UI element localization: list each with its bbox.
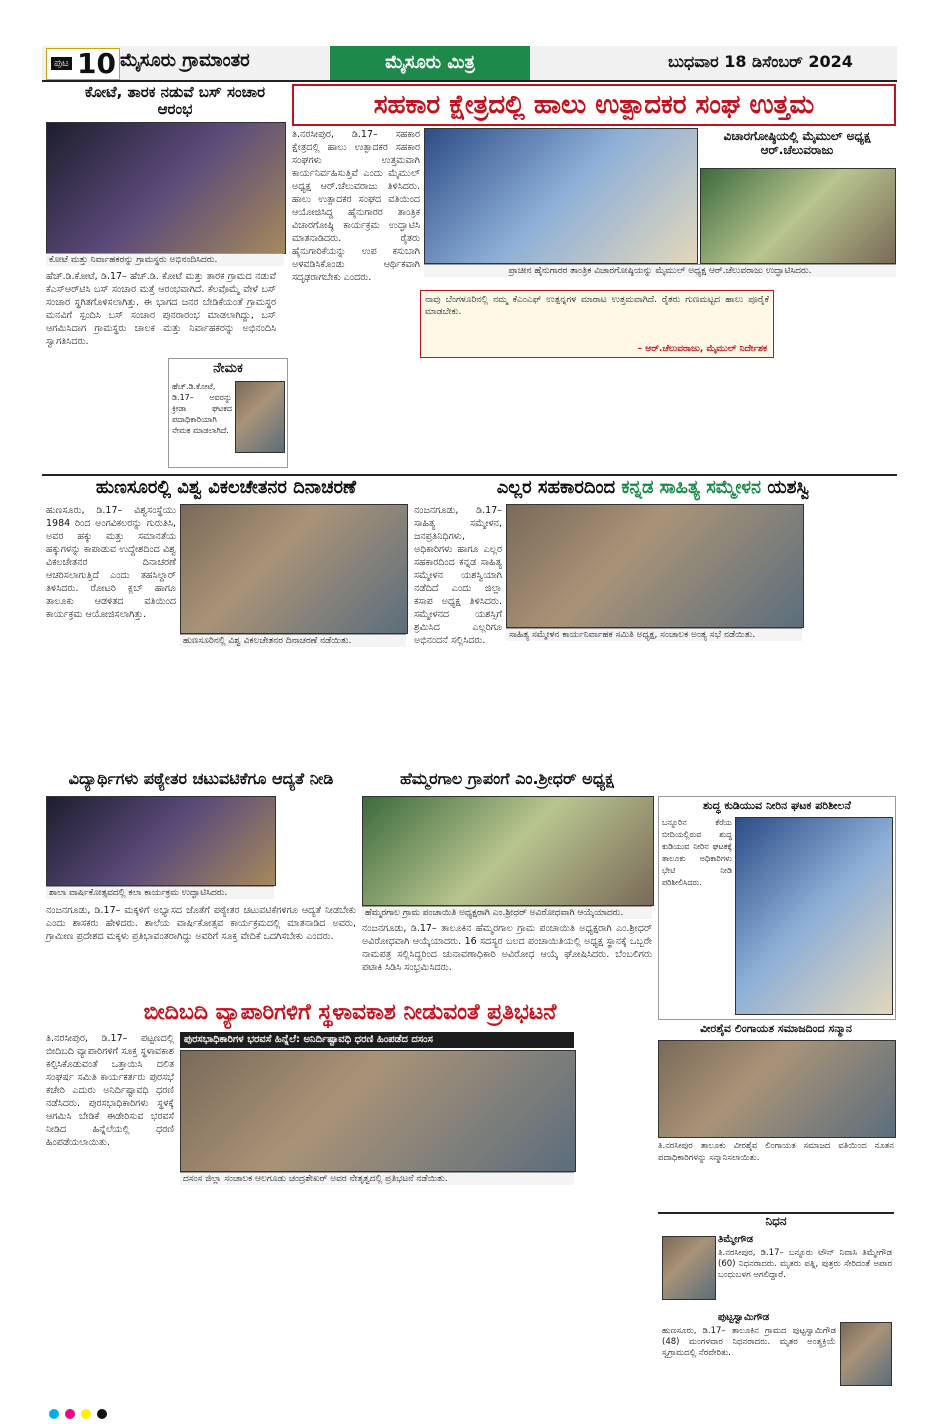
milk-quote-box <box>420 290 774 358</box>
sahitya-headline-a: ಎಲ್ಲರ ಸಹಕಾರದಿಂದ <box>496 477 616 498</box>
masthead: ಮೈಸೂರು ಮಿತ್ರ <box>330 46 530 80</box>
section-title: ಮೈಸೂರು ಗ್ರಾಮಾಂತರ <box>120 50 250 71</box>
milk-quote: ನಾವು ಬೆಂಗಳೂರಿನಲ್ಲಿ ನಮ್ಮ ಕೆಎಂಎಫ್ ಉತ್ಪನ್ನಗಳ ಮಾರಾಟ ಉತ್ತಮವಾಗಿದೆ. ರೈತರು ಗುಣಮಟ್ಟದ ಹಾಲು ಪೂರೈಕೆ ಮಾಡಬೇಕು. <box>425 295 769 317</box>
page-number: 10 <box>77 47 116 80</box>
nemaka-box <box>168 358 288 468</box>
sahitya-caption: ಸಾಹಿತ್ಯ ಸಮ್ಮೇಳನ ಕಾರ್ಯನಿರ್ವಾಹಕ ಸಮಿತಿ ಅಧ್ಯಕ್ಷ, ಸಂಚಾಲಕ ಅಂತ್ಯ ಸಭೆ ನಡೆಯಿತು. <box>506 628 802 641</box>
protest-body-right <box>578 1032 654 1382</box>
milk-subhead: ವಿಚಾರಗೋಷ್ಠಿಯಲ್ಲಿ ಮೈಮುಲ್ ಅಧ್ಯಕ್ಷ ಆರ್.ಚೆಲುವರಾಜು <box>723 129 871 157</box>
students-photo <box>46 796 276 886</box>
nemaka-title: ನೇಮಕ <box>213 361 243 376</box>
obituary-body-1: ತಿ.ನರಸೀಪುರ, ಡಿ.17– ಬನ್ನೂರು ಟೌನ್ ನಿವಾಸಿ ತಿಮ್ಮೇಗೌಡ (60) ನಿಧನರಾದರು. ಮೃತರು ಪತ್ನಿ, ಪುತ್ರರು ಸೇರಿದಂತೆ ಅಪಾರ ಬಂಧುಬಳಗ ಅಗಲಿದ್ದಾರೆ. <box>718 1248 892 1280</box>
water-body: ಬನ್ನೂರಿನ ಕೆರೆಯ ಬೀದಿಯಲ್ಲಿರುವ ಶುದ್ಧ ಕುಡಿಯುವ ನೀರಿನ ಘಟಕಕ್ಕೆ ತಾಲೂಕು ಅಧಿಕಾರಿಗಳು ಭೇಟಿ ನೀಡಿ ಪರಿಶೀಲಿಸಿದರು. <box>662 818 732 887</box>
obituary-portrait-2 <box>840 1322 892 1386</box>
bus-caption: ಕೋಟೆ ಮತ್ತು ನಿರ್ವಾಹಕರನ್ನು ಗ್ರಾಮಸ್ಥರು ಅಭಿನಂದಿಸಿದರು. <box>46 253 284 266</box>
water-title: ಶುದ್ಧ ಕುಡಿಯುವ ನೀರಿನ ಘಟಕ ಪರಿಶೀಲನೆ <box>703 799 851 812</box>
print-marks <box>46 1404 110 1423</box>
separator <box>42 474 897 476</box>
bus-headline: ಕೋಟೆ, ತಾರಕ ನಡುವೆ ಬಸ್ ಸಂಚಾರ ಆರಂಭ <box>84 83 266 119</box>
nemaka-portrait <box>235 381 285 453</box>
milk-body-cont <box>292 282 420 482</box>
water-photo <box>735 817 893 1015</box>
veerashaiva-caption: ತಿ.ನರಸೀಪುರ ತಾಲೂಕು ವೀರಶೈವ ಲಿಂಗಾಯತ ಸಮಾಜದ ವತಿಯಿಂದ ನೂತನ ಪದಾಧಿಕಾರಿಗಳನ್ನು ಸನ್ಮಾನಿಸಲಾಯಿತು. <box>658 1141 894 1163</box>
disabled-headline: ಹುಣಸೂರಲ್ಲಿ ವಿಶ್ವ ವಿಕಲಚೇತನರ ದಿನಾಚರಣೆ <box>95 477 357 498</box>
veerashaiva-title: ವೀರಶೈವ ಲಿಂಗಾಯತ ಸಮಾಜದಿಂದ ಸನ್ಮಾನ <box>700 1022 852 1035</box>
protest-caption: ದಸಂಸ ಜಿಲ್ಲಾ ಸಂಚಾಲಕ ಆಲಗೂಡು ಚಂದ್ರಶೇಖರ್ ಅವರ ನೇತೃತ್ವದಲ್ಲಿ ಪ್ರತಿಭಟನೆ ನಡೆಯಿತು. <box>180 1172 574 1185</box>
sahitya-body: ನಂಜನಗೂಡು, ಡಿ.17– ಸಾಹಿತ್ಯ ಸಮ್ಮೇಳನ, ಜನಪ್ರತಿನಿಧಿಗಳು, ಅಧಿಕಾರಿಗಳು ಹಾಗೂ ಎಲ್ಲರ ಸಹಕಾರದಿಂದ ಕನ್ನಡ ಸಾಹಿತ್ಯ ಸಮ್ಮೇಳನ ಯಶಸ್ವಿಯಾಗಿ ನಡೆದಿದೆ ಎಂದು ಜಿಲ್ಲಾ ಕಸಾಪ ಅಧ್ಯಕ್ಷ ತಿಳಿಸಿದರು. ಸಮ್ಮೇಳನದ ಯಶಸ್ಸಿಗೆ ಶ್ರಮಿಸಿದ ಎಲ್ಲರಿಗೂ ಅಭಿನಂದನೆ ಸಲ್ಲಿಸಿದರು. <box>414 505 502 646</box>
students-headline: ವಿದ್ಯಾರ್ಥಿಗಳು ಪಠ್ಯೇತರ ಚಟುವಟಿಕೆಗೂ ಆದ್ಯತೆ ನೀಡಿ <box>68 769 334 788</box>
sahitya-body-right <box>806 504 894 654</box>
hemmaragala-body: ನಂಜನಗೂಡು, ಡಿ.17– ತಾಲೂಕಿನ ಹೆಮ್ಮರಗಾಲ ಗ್ರಾಮ ಪಂಚಾಯಿತಿ ಅಧ್ಯಕ್ಷರಾಗಿ ಎಂ.ಶ್ರೀಧರ್ ಅವಿರೋಧವಾಗಿ ಆಯ್ಕೆಯಾದರು. 16 ಸದಸ್ಯರ ಬಲದ ಪಂಚಾಯಿತಿಯಲ್ಲಿ ಅಧ್ಯಕ್ಷ ಸ್ಥಾನಕ್ಕೆ ಒಬ್ಬರೇ ನಾಮಪತ್ರ ಸಲ್ಲಿಸಿದ್ದರಿಂದ ಚುನಾವಣಾಧಿಕಾರಿ ಅವಿರೋಧ ಆಯ್ಕೆ ಘೋಷಿಸಿದರು. ಬೆಂಬಲಿಗರು ಪಟಾಕಿ ಸಿಡಿಸಿ ಸಂಭ್ರಮಿಸಿದರು. <box>362 923 652 973</box>
milk-photo-crowd <box>700 168 896 264</box>
water-box <box>658 796 896 1020</box>
hemmaragala-photo <box>362 796 654 906</box>
veerashaiva-photo <box>658 1040 896 1138</box>
protest-body: ತಿ.ನರಸೀಪುರ, ಡಿ.17– ಪಟ್ಟಣದಲ್ಲಿ ಬೀದಿಬದಿ ವ್ಯಾಪಾರಿಗಳಿಗೆ ಸೂಕ್ತ ಸ್ಥಳಾವಕಾಶ ಕಲ್ಪಿಸಿಕೊಡುವಂತೆ ಒತ್ತಾಯಿಸಿ ದಲಿತ ಸಂಘರ್ಷ ಸಮಿತಿ ಕಾರ್ಯಕರ್ತರು ಪುರಸಭೆ ಕಚೇರಿ ಎದುರು ಅನಿರ್ದಿಷ್ಟಾವಧಿ ಧರಣಿ ನಡೆಸಿದರು. ಪುರಸಭಾಧಿಕಾರಿಗಳು ಸ್ಥಳಕ್ಕೆ ಆಗಮಿಸಿ ಬೇಡಿಕೆ ಈಡೇರಿಸುವ ಭರವಸೆ ನೀಡಿದ ಹಿನ್ನೆಲೆಯಲ್ಲಿ ಧರಣಿ ಹಿಂಪಡೆಯಲಾಯಿತು. <box>46 1033 174 1148</box>
milk-photo-main <box>424 128 698 264</box>
hemmaragala-caption: ಹೆಮ್ಮರಗಾಲ ಗ್ರಾಮ ಪಂಚಾಯಿತಿ ಅಧ್ಯಕ್ಷರಾಗಿ ಎಂ.ಶ್ರೀಧರ್ ಅವಿರೋಧವಾಗಿ ಆಯ್ಕೆಯಾದರು. <box>362 906 652 919</box>
page-label: ಪುಟ <box>51 57 72 70</box>
sahitya-headline-b: ಕನ್ನಡ ಸಾಹಿತ್ಯ ಸಮ್ಮೇಳನ <box>621 477 762 498</box>
obituary-portrait-1 <box>662 1236 716 1300</box>
milk-body: ತಿ.ನರಸೀಪುರ, ಡಿ.17– ಸಹಕಾರ ಕ್ಷೇತ್ರದಲ್ಲಿ ಹಾಲು ಉತ್ಪಾದಕರ ಸಹಕಾರ ಸಂಘಗಳು ಉತ್ತಮವಾಗಿ ಕಾರ್ಯನಿರ್ವಹಿಸುತ್ತಿವೆ ಎಂದು ಮೈಮುಲ್ ಅಧ್ಯಕ್ಷ ಆರ್.ಚೆಲುವರಾಜು ತಿಳಿಸಿದರು. ಹಾಲು ಉತ್ಪಾದಕರ ಸಂಘದ ವತಿಯಿಂದ ಆಯೋಜಿಸಿದ್ದ ಹೈನುಗಾರರ ತಾಂತ್ರಿಕ ವಿಚಾರಗೋಷ್ಠಿ ಕಾರ್ಯಕ್ರಮ ಉದ್ಘಾಟಿಸಿ ಮಾತನಾಡಿದರು. ರೈತರು ಹೈನುಗಾರಿಕೆಯನ್ನು ಉಪ ಕಸುಬಾಗಿ ಅಳವಡಿಸಿಕೊಂಡು ಆರ್ಥಿಕವಾಗಿ ಸದೃಢರಾಗಬೇಕು ಎಂದರು. <box>292 129 420 283</box>
protest-headline: ಬೀದಿಬದಿ ವ್ಯಾಪಾರಿಗಳಿಗೆ ಸ್ಥಳಾವಕಾಶ ನೀಡುವಂತೆ ಪ್ರತಿಭಟನೆ <box>143 1000 557 1025</box>
protest-subhead: ಪುರಸಭಾಧಿಕಾರಿಗಳ ಭರವಸೆ ಹಿನ್ನೆಲೆ: ಅನಿರ್ದಿಷ್ಟಾವಧಿ ಧರಣಿ ಹಿಂಪಡೆದ ದಸಂಸ <box>180 1032 574 1048</box>
nemaka-body: ಹೆಚ್.ಡಿ.ಕೋಟೆ, ಡಿ.17– ಅವರನ್ನು ಕ್ರೀಡಾ ಘಟಕದ ಪದಾಧಿಕಾರಿಯಾಗಿ ನೇಮಕ ಮಾಡಲಾಗಿದೆ. <box>172 382 232 435</box>
sahitya-headline-c: ಯಶಸ್ವಿ <box>767 477 810 498</box>
disabled-body-cont <box>180 650 406 748</box>
students-caption: ಶಾಲಾ ವಾರ್ಷಿಕೋತ್ಸವದಲ್ಲಿ ಕಲಾ ಕಾರ್ಯಕ್ರಮ ಉದ್ಘಾಟಿಸಿದರು. <box>46 886 274 899</box>
protest-photo <box>180 1050 576 1172</box>
obituary-name-1: ತಿಮ್ಮೇಗೌಡ <box>718 1234 753 1245</box>
bus-body-cont <box>46 384 151 464</box>
sahitya-body-cols <box>414 660 894 764</box>
veerashaiva-box <box>658 1022 894 1208</box>
sahitya-photo <box>506 504 804 628</box>
milk-quote-author: – ಆರ್.ಚೆಲುವರಾಜು, ಮೈಮುಲ್ ನಿರ್ದೇಶಕ <box>637 344 767 354</box>
bus-body: ಹೆಚ್.ಡಿ.ಕೋಟೆ, ಡಿ.17– ಹೆಚ್.ಡಿ. ಕೋಟೆ ಮತ್ತು ತಾರಕ ಗ್ರಾಮದ ನಡುವೆ ಕೆಎಸ್‌ಆರ್‌ಟಿಸಿ ಬಸ್ ಸಂಚಾರ ಮತ್ತೆ ಆರಂಭವಾಗಿದೆ. ಕೆಲವೊಮ್ಮೆ ವೇಳೆ ಬಸ್ ಸಂಚಾರ ಸ್ಥಗಿತಗೊಳಿಸಲಾಗಿತ್ತು. ಈ ಭಾಗದ ಜನರ ಬೇಡಿಕೆಯಂತೆ ಗ್ರಾಮಸ್ಥರ ಮನವಿಗೆ ಸ್ಪಂದಿಸಿ ಬಸ್ ಸಂಚಾರ ಪುನರಾರಂಭ ಮಾಡಲಾಗಿದ್ದು, ಬಸ್ ಆಗಮಿಸಿದಾಗ ಗ್ರಾಮಸ್ಥರು ಚಾಲಕ ಮತ್ತು ನಿರ್ವಾಹಕರನ್ನು ಅಭಿನಂದಿಸಿ ಸ್ವಾಗತಿಸಿದರು. <box>46 271 276 347</box>
obituary-body-2: ಹುಣಸೂರು, ಡಿ.17– ತಾಲೂಕಿನ ಗ್ರಾಮದ ಪುಟ್ಟಸ್ವಾಮಿಗೌಡ (48) ಮಂಗಳವಾರ ನಿಧನರಾದರು. ಮೃತರ ಅಂತ್ಯಕ್ರಿಯೆ ಸ್ವಗ್ರಾಮದಲ್ಲಿ ನೆರವೇರಿತು. <box>662 1326 836 1358</box>
protest-body-cols <box>180 1190 574 1380</box>
milk-caption: ಪ್ರಾಚೀನ ಹೈನುಗಾರರ ತಾಂತ್ರಿಕ ವಿಚಾರಗೋಷ್ಠಿಯನ್ನು ಮೈಮುಲ್ ಅಧ್ಯಕ್ಷ ಆರ್.ಚೆಲುವರಾಜು ಉದ್ಘಾಟಿಸಿದರು. <box>424 264 896 277</box>
disabled-caption: ಹುಣಸೂರಿನಲ್ಲಿ ವಿಶ್ವ ವಿಕಲಚೇತನರ ದಿನಾಚರಣೆ ನಡೆಯಿತು. <box>180 634 406 647</box>
disabled-body: ಹುಣಸೂರು, ಡಿ.17– ವಿಶ್ವಸಂಸ್ಥೆಯು 1984 ರಿಂದ ಅಂಗವಿಕಲರನ್ನು ಗುರುತಿಸಿ, ಅವರ ಹಕ್ಕು ಮತ್ತು ಸಮಾನತೆಯ ಹಕ್ಕುಗಳನ್ನು ಕಾಪಾಡುವ ಉದ್ದೇಶದಿಂದ ವಿಶ್ವ ವಿಕಲಚೇತನರ ದಿನಾಚರಣೆ ಆಚರಿಸಲಾಗುತ್ತಿದೆ ಎಂದು ತಹಸಿಲ್ದಾರ್ ತಿಳಿಸಿದರು. ರೋಟರಿ ಕ್ಲಬ್ ಹಾಗೂ ತಾಲೂಕು ಆಡಳಿತದ ವತಿಯಿಂದ ಕಾರ್ಯಕ್ರಮ ಆಯೋಜಿಸಲಾಗಿತ್ತು. <box>46 505 176 620</box>
milk-body-cols <box>420 360 772 470</box>
students-body-side <box>278 796 356 896</box>
page-number-badge <box>46 48 120 80</box>
milk-headline: ಸಹಕಾರ ಕ್ಷೇತ್ರದಲ್ಲಿ ಹಾಲು ಉತ್ಪಾದಕರ ಸಂಘ ಉತ್ತಮ <box>292 84 896 126</box>
students-body: ನಂಜನಗೂಡು, ಡಿ.17– ಮಕ್ಕಳಿಗೆ ಅಭ್ಯಾಸದ ಜೊತೆಗೆ ಪಠ್ಯೇತರ ಚಟುವಟಿಕೆಗಳಿಗೂ ಆದ್ಯತೆ ನೀಡಬೇಕು ಎಂದು ಶಾಸಕರು ಹೇಳಿದರು. ಶಾಲೆಯ ವಾರ್ಷಿಕೋತ್ಸವ ಕಾರ್ಯಕ್ರಮದಲ್ಲಿ ಮಾತನಾಡಿದ ಅವರು, ಗ್ರಾಮೀಣ ಪ್ರದೇಶದ ಮಕ್ಕಳು ಪ್ರತಿಭಾವಂತರಾಗಿದ್ದು ಅವರಿಗೆ ಸೂಕ್ತ ವೇದಿಕೆ ಒದಗಿಸಬೇಕು ಎಂದರು. <box>46 905 356 942</box>
obituary-title: ನಿಧನ <box>765 1214 787 1228</box>
obituary-box <box>658 1212 894 1390</box>
hemmaragala-headline: ಹೆಮ್ಮರಗಾಲ ಗ್ರಾಪಂಗೆ ಎಂ.ಶ್ರೀಧರ್ ಅಧ್ಯಕ್ಷ <box>400 769 614 788</box>
disabled-photo <box>180 504 408 634</box>
bus-photo <box>46 122 286 254</box>
sahitya-headline <box>414 478 892 499</box>
milk-body-right <box>776 290 892 470</box>
obituary-name-2: ಪುಟ್ಟಸ್ವಾಮಿಗೌಡ <box>718 1312 770 1323</box>
issue-date: ಬುಧವಾರ 18 ಡಿಸೆಂಬರ್ 2024 <box>668 52 853 71</box>
